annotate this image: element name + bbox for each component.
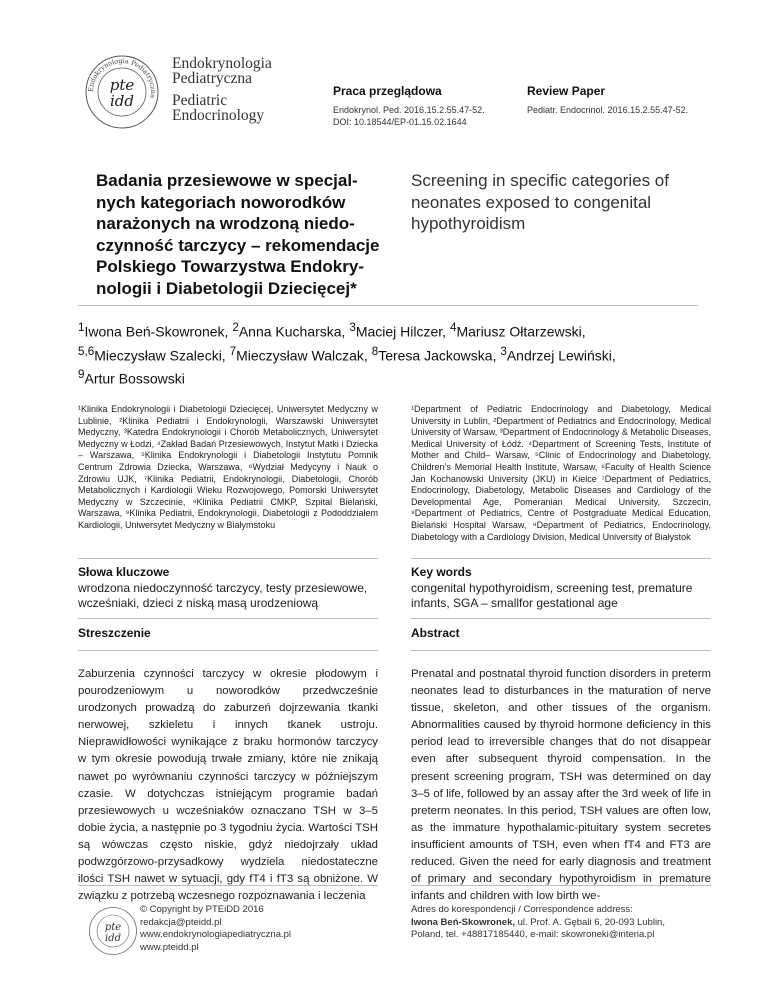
author-line [78,365,698,389]
title-pl-line: narażonych na wrodzoną niedo- [96,214,355,234]
author-name: Mariusz Ołtarzewski, [456,323,586,340]
citation-en: Pediatr. Endocrinol. 2016.15.2.55.47-52. [527,105,689,115]
keywords-heading-pl: Słowa kluczowe [78,565,170,579]
author-line [78,318,698,342]
divider [411,650,711,651]
title-en-line: neonates exposed to congenital [411,192,652,212]
title-pl [96,170,386,300]
author-affil-sup: 3 [500,344,507,358]
author-name: Anna Kucharska, [238,323,350,340]
author-name: Maciej Hilczer, [355,323,450,340]
author-affil-sup: 2 [232,321,239,334]
header-en [527,84,688,116]
divider [78,305,698,306]
journal-name-en-2: Endocrinology [172,107,265,124]
title-pl-line: Polskiego Towarzystwa Endokry- [96,257,364,277]
divider [78,618,378,619]
title-pl-line: Badania przesiewowe w specjal- [96,171,358,190]
affiliations-pl: ¹Klinika Endokrynologii i Diabetologii Dziecięcej, Uniwersytet Medyczny w Lublinie, ²Klinika Pediatrii i Endokrynologii, Warszawski Uniwersytet Medyczny, ³Katedra Endokrynologii i Chorób Metabolicznych, Uniwersytet Medyczny w Łodzi, ⁴Zakład Badań Przesiewowych, Instytut Matki i Dziecka – Warszawa, ⁵Klinika Endokrynologii i Diabetologii Instytutu Pomnik Centrum Zdrowia Dziecka, Warszawa, ⁶Wydział Medycyny i Nauk o Zdrowiu UJK, ⁷Klinika Pediatrii, Endokrynologii, Diabetologii, Chorób Metabolicznych i Kardiologii Wieku Rozwojowego, Pomorski Uniwersytet Medyczny w Szczecinie, ⁸Klinika Pediatrii CMKP, Szpital Bielański, Warszawa, ⁹Klinika Pediatrii, Endokrynologii, Diabetologii z Pododdziałem Kardiologii, Uniwersytet Medyczny w Białymstoku [78,404,378,530]
divider [411,558,711,559]
author-name: Mieczysław Walczak, [236,347,372,364]
author-affil-sup: 4 [449,321,457,334]
correspondence-name: Iwona Beń-Skowronek, [411,916,515,928]
author-affil-sup: 9 [78,368,85,382]
header-pl [333,84,485,128]
divider [78,650,378,651]
citation-pl [333,104,485,128]
divider [411,618,711,619]
journal-name-en-1: Pediatric [172,92,228,109]
author-line [78,342,698,366]
keywords-en [411,565,711,611]
author-name: Mieczysław Szalecki, [94,347,230,364]
correspondence-address [411,917,711,930]
svg-text:pte: pte [104,922,122,933]
title-pl-line: czynność tarczycy – rekomendacje [96,235,380,255]
divider [78,885,378,886]
keywords-text-pl: wrodzona niedoczynność tarczycy, testy przesiewowe, wcześniaki, dzieci z niską masą urodzeniową [78,581,368,610]
correspondence-street: ul. Prof. A. Gębali 6, 20-093 Lublin, [515,916,665,928]
doi[interactable]: DOI: 10.18544/EP-01.15.02.1644 [333,117,467,127]
footer-seal-logo [88,906,138,956]
author-affil-sup: 1 [78,321,85,334]
abstract-heading-en: Abstract [411,626,460,640]
article-type-pl: Praca przeglądowa [333,84,442,98]
footer-publisher [140,904,380,954]
svg-text:idd: idd [104,933,122,944]
authors [78,318,698,389]
correspondence-label: Adres do korespondencji / Correspondence address: [411,904,633,915]
author-name: Teresa Jackowska, [378,347,501,364]
keywords-text-en: congenital hypothyroidism, screening test, premature infants, SGA – smallfor gestational age [411,581,693,610]
editor-email-link[interactable]: redakcja@pteidd.pl [140,916,222,928]
journal-name-pl-1: Endokrynologia [172,55,272,72]
society-site-link[interactable]: www.pteidd.pl [140,941,199,953]
affiliations-en: ¹Department of Pediatric Endocrinology and Diabetology, Medical University in Lublin, ²Department of Pediatrics and Endocrinology, Medical University of Warsaw, ³Department of Endocrinology & Metabolic Diseases, Medical University of Łódź. ⁴Department of Screening Tests, Institute of Mother and Child– Warsaw, ⁵Clinic of Endocrinology and Diabetology, Children’s Memorial Health Institute, Warsaw, ⁶Faculty of Health Science Jan Kochanowski University (JKU) in Kielce ⁷Department of Pediatrics, Endocrinology, Diabetology, Metabolic Diseases and Cardiology of the Developmental Age, Pomeranian Medical University, Szczecin, ⁸Department of Pediatrics, Centre of Postgraduate Medical Education, Bielański Hospital Warsaw, ⁹Department of Pediatrics, Endocrinology, Diabetology with a Cardiology Division, Medical University of Białystok [411,404,711,542]
title-en-line: hypothyroidism [411,214,526,234]
author-name: Andrzej Lewiński, [506,347,616,364]
keywords-pl [78,565,378,611]
journal-site-link[interactable]: www.endokrynologiapediatryczna.pl [140,929,292,940]
author-name: Iwona Beń-Skowronek, [84,323,233,340]
keywords-heading-en: Key words [411,565,472,579]
copyright-text: © Copyright by PTEiDD 2016 [140,904,264,915]
correspondence-contact: Poland, tel. +48817185440, e-mail: skowroneki@interia.pl [411,929,655,940]
title-pl-line: nologii i Diabetologii Dziecięcej* [96,278,357,298]
title-en [411,170,711,235]
svg-text:idd: idd [109,92,135,110]
divider [411,885,711,886]
abstract-heading-pl: Streszczenie [78,626,151,640]
author-affil-sup: 7 [229,344,237,358]
author-name: Artur Bossowski [84,370,185,387]
author-affil-sup: 5,6 [78,344,95,358]
journal-name-pl-2: Pediatryczna [172,70,253,87]
abstract-text-en: Prenatal and postnatal thyroid function disorders in preterm neonates lead to disturbances in the maturation of nerve tissue, skeleton, and other tissues of the organism. Abnormalities caused by thyroid hormone deficiency in this period lead to irreversible changes that do not disappear even after subsequent thyroid compensation. In the present screening program, TSH was determined on day 3–5 of life, followed by an assay after the 3rd week of life in preterm neonates. In this period, TSH values are often low, as the immature hypothalamic-pituitary system secretes insufficient amounts of TSH, even when fT4 and FT3 are reduced. Given the need for early diagnosis and treatment of primary and secondary hypothyroidism in premature infants and children with low birth we- [411,668,711,903]
journal-name [172,56,272,123]
author-affil-sup: 8 [371,344,379,358]
article-type-en: Review Paper [527,84,606,98]
title-en-line: Screening in specific categories of [411,171,669,190]
divider [78,558,378,559]
author-affil-sup: 3 [349,321,356,334]
svg-text:Endokrynologia Pediatryczna: Endokrynologia Pediatryczna [86,56,158,99]
svg-text:pte: pte [109,76,135,94]
correspondence [411,904,711,942]
journal-seal-logo [84,54,160,130]
citation-pl-ref: Endokrynol. Ped. 2016.15.2.55.47-52. [333,105,485,115]
title-pl-line: nych kategoriach noworodków [96,192,346,212]
abstract-text-pl: Zaburzenia czynności tarczycy w okresie płodowym i pourodzeniowym u noworodków przedwcześnie urodzonych prowadzą do zaburzeń dojrzewania tkanki nerwowej, szkieletu i innych tkanek ustroju. Nieprawidłowości wynikające z braku hormonów tarczycy w tym okresie powodują trwałe zmiany, które nie znikają nawet po wyrównaniu czynności tarczycy w późniejszym czasie. W dotychczas istniejącym programie badań przesiewowych u wcześniaków oznaczano TSH w 3–5 dobie życia, a następnie po 3 tygodniu życia. Wartości TSH są wówczas często niskie, gdyż niedojrzały układ podwzgórzowo-przysadkowy wydziela niedostateczne ilości TSH nawet w sytuacji, gdy fT4 i fT3 są obniżone. W związku z potrzebą wczesnego rozpoznawania i leczenia [78,668,378,903]
